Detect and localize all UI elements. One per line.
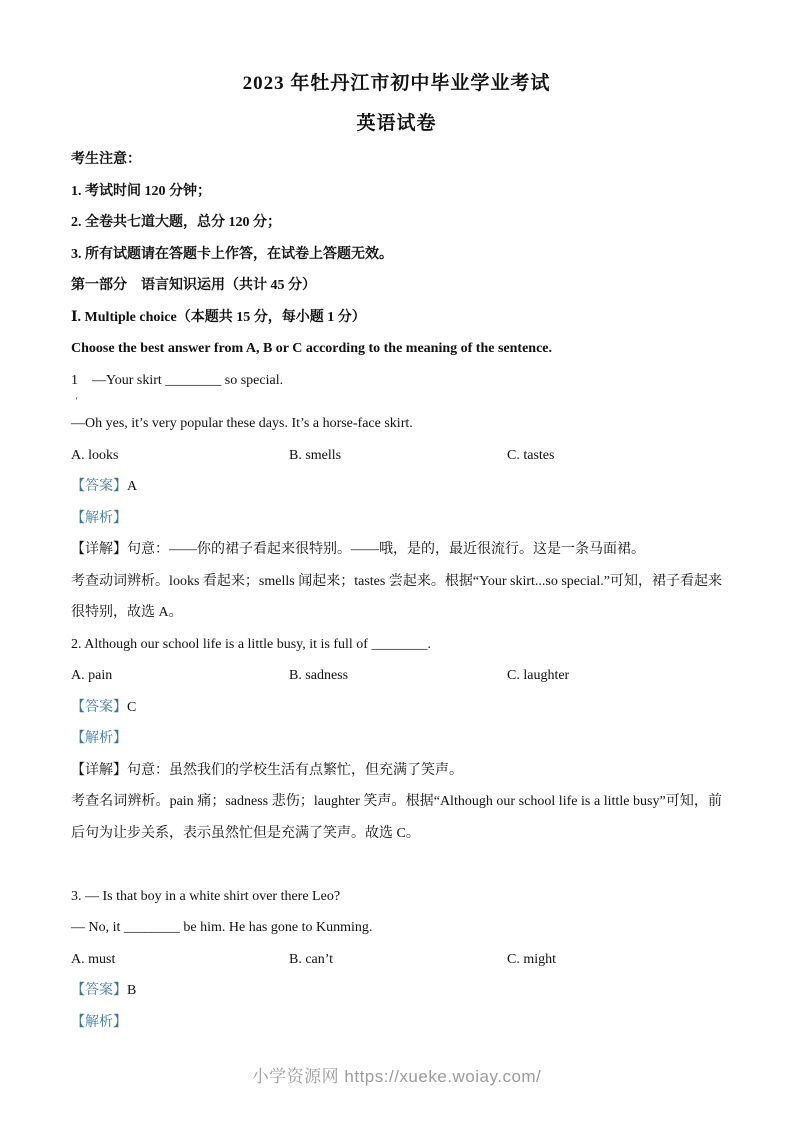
question-3-answer-value: B <box>127 983 137 998</box>
notice-item-2: 2. 全卷共七道大题，总分 120 分； <box>71 215 281 230</box>
footer-watermark: 小学资源网 https://xueke.woiay.com/ <box>251 1067 542 1086</box>
question-1-option-b: B. smells <box>289 447 342 463</box>
exam-title-line1: 2023 年牡丹江市初中毕业学业考试 <box>242 73 551 94</box>
instruction-line: Choose the best answer from A, B or C according to the meaning of the sentence. <box>71 341 553 356</box>
question-2-stem: 2. Although our school life is a little busy, it is full of ________. <box>71 636 431 652</box>
question-1-options <box>71 440 722 472</box>
question-2-option-b: B. sadness <box>289 668 349 683</box>
notice-item-1: 1. 考试时间 120 分钟； <box>71 183 211 199</box>
question-2-options <box>71 660 722 692</box>
question-3-answer-line <box>71 975 722 1007</box>
question-3-stem: 3. — Is that boy in a white shirt over there Leo? <box>71 888 341 904</box>
question-2-analysis-line <box>71 723 722 755</box>
exam-title-line2: 英语试卷 <box>356 113 437 134</box>
question-3-option-c: C. might <box>507 951 557 967</box>
question-1-stem-reply: —Oh yes, it’s very popular these days. It’s a horse-face skirt. <box>71 416 413 431</box>
question-1-answer-value: A <box>127 479 138 494</box>
question-1-option-c: C. tastes <box>507 447 555 463</box>
answer-label: 【答案】 <box>71 479 127 494</box>
question-3-stem-reply: — No, it ________ be him. He has gone to Kunming. <box>71 920 373 935</box>
question-2-option-a: A. pain <box>71 668 113 683</box>
question-3-option-a: A. must <box>71 951 116 967</box>
question-3-options <box>71 944 722 976</box>
notice-heading: 考生注意： <box>71 152 141 167</box>
question-3-analysis-line <box>71 1007 722 1039</box>
question-1-detail-2: 考查动词辨析。looks 看起来；smells 闻起来；tastes 尝起来。根据“Your skirt...so special.”可知，裙子看起来很特别，故选 A。 <box>71 573 722 620</box>
question-2-detail-2: 考查名词辨析。pain 痛；sadness 悲伤；laughter 笑声。根据“Although our school life is a little busy”可知，前后句为让步关系，表示虽然忙但是充满了笑声。故选 C。 <box>71 794 722 841</box>
section-heading: Ⅰ. Multiple choice（本题共 15 分，每小题 1 分） <box>71 309 366 325</box>
question-2-answer-value: C <box>127 699 137 715</box>
part-heading: 第一部分 语言知识运用（共计 45 分） <box>71 278 316 293</box>
question-1-analysis-line <box>71 503 722 535</box>
analysis-label: 【解析】 <box>71 731 127 746</box>
exam-content <box>71 64 722 1038</box>
question-1-stem: 1 —Your skirt ________ so special. <box>71 372 284 388</box>
question-2-detail-1: 【详解】句意：虽然我们的学校生活有点繁忙，但充满了笑声。 <box>71 762 463 778</box>
answer-label: 【答案】 <box>71 983 127 998</box>
question-1-answer-line <box>71 471 722 503</box>
answer-label: 【答案】 <box>71 699 127 715</box>
question-1-option-a: A. looks <box>71 447 119 463</box>
paragraph-spacer <box>71 849 722 881</box>
question-2-option-c: C. laughter <box>507 668 570 683</box>
analysis-label: 【解析】 <box>71 510 127 526</box>
question-3-option-b: B. can’t <box>289 951 334 967</box>
notice-item-3: 3. 所有试题请在答题卡上作答，在试卷上答题无效。 <box>71 246 393 262</box>
question-2-answer-line <box>71 692 722 724</box>
analysis-label: 【解析】 <box>71 1014 127 1030</box>
question-1-stray-mark: ‘ <box>75 396 79 407</box>
question-1-detail-1: 【详解】句意：——你的裙子看起来很特别。——哦，是的，最近很流行。这是一条马面裙。 <box>71 542 645 557</box>
